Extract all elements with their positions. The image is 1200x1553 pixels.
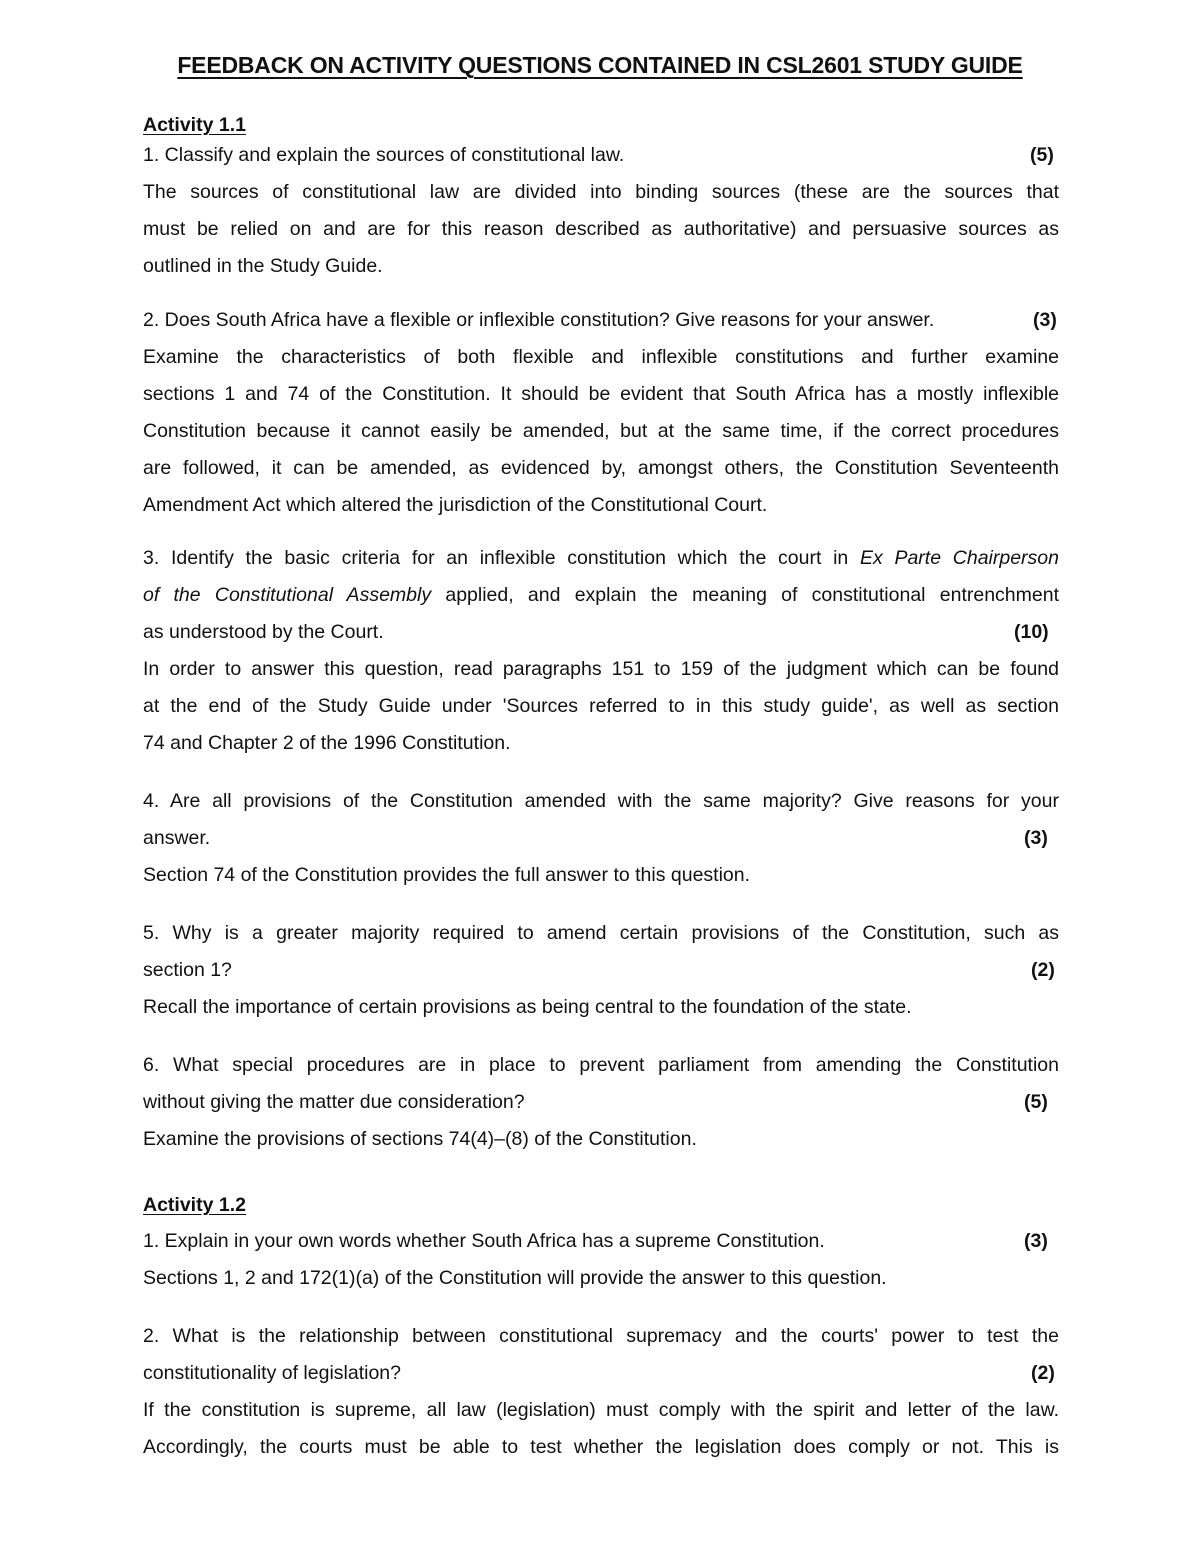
answer-1-1-5: Recall the importance of certain provisions as being central to the foundation of the state. [143, 996, 912, 1018]
answer-1-1-3-line: In order to answer this question, read paragraphs 151 to 159 of the judgment which can be found [143, 658, 1059, 680]
question-1-1-1: 1. Classify and explain the sources of constitutional law. [143, 144, 625, 166]
question-1-1-3-line [143, 583, 1059, 607]
marks-1-1-1: (5) [1030, 144, 1054, 166]
answer-1-2-2-line: Accordingly, the courts must be able to test whether the legislation does comply or not. This is [143, 1436, 1059, 1458]
answer-1-2-1: Sections 1, 2 and 172(1)(a) of the Constitution will provide the answer to this question. [143, 1267, 887, 1289]
marks-1-1-4: (3) [1024, 827, 1048, 849]
answer-1-1-3-line: 74 and Chapter 2 of the 1996 Constitution. [143, 732, 511, 754]
question-1-1-6-line: without giving the matter due consideration? [143, 1091, 525, 1113]
answer-1-1-6: Examine the provisions of sections 74(4)–(8) of the Constitution. [143, 1128, 697, 1150]
answer-1-1-1-line: The sources of constitutional law are divided into binding sources (these are the sources that [143, 181, 1059, 203]
marks-1-2-1: (3) [1024, 1230, 1048, 1252]
question-1-1-3-line: as understood by the Court. [143, 621, 384, 643]
answer-1-1-2-line: sections 1 and 74 of the Constitution. It should be evident that South Africa has a mostly inflexible [143, 383, 1059, 405]
answer-1-1-4: Section 74 of the Constitution provides the full answer to this question. [143, 864, 751, 886]
answer-1-1-1-line: outlined in the Study Guide. [143, 255, 383, 277]
activity-1-1-heading: Activity 1.1 [143, 114, 246, 136]
marks-1-1-6: (5) [1024, 1091, 1048, 1113]
question-1-1-3-line [143, 546, 1059, 570]
marks-1-1-3: (10) [1014, 621, 1049, 643]
document-title: FEEDBACK ON ACTIVITY QUESTIONS CONTAINED IN CSL2601 STUDY GUIDE [177, 52, 1023, 78]
question-1-1-6-line: 6. What special procedures are in place to prevent parliament from amending the Constitution [143, 1054, 1059, 1076]
question-1-2-2-line: constitutionality of legislation? [143, 1362, 401, 1384]
marks-1-2-2: (2) [1031, 1362, 1055, 1384]
question-1-2-2-line: 2. What is the relationship between constitutional supremacy and the courts' power to test the [143, 1325, 1059, 1347]
question-1-1-4-line: answer. [143, 827, 211, 849]
question-1-1-4-line: 4. Are all provisions of the Constitution amended with the same majority? Give reasons for your [143, 790, 1059, 812]
case-name-part: Ex Parte Chairperson [859, 547, 1059, 569]
question-1-1-5-line: 5. Why is a greater majority required to amend certain provisions of the Constitution, such as [143, 922, 1059, 944]
question-1-1-5-line: section 1? [143, 959, 232, 981]
answer-1-1-2-line: Examine the characteristics of both flexible and inflexible constitutions and further examine [143, 346, 1059, 368]
question-1-1-3-text: applied, and explain the meaning of constitutional entrenchment [431, 584, 1059, 606]
answer-1-1-2-line: are followed, it can be amended, as evidenced by, amongst others, the Constitution Seventeenth [143, 457, 1059, 479]
question-1-2-1: 1. Explain in your own words whether South Africa has a supreme Constitution. [143, 1230, 825, 1252]
answer-1-1-3-line: at the end of the Study Guide under 'Sources referred to in this study guide', as well as section [143, 695, 1059, 717]
marks-1-1-2: (3) [1033, 309, 1057, 331]
answer-1-1-1-line: must be relied on and are for this reason described as authoritative) and persuasive sources as [143, 218, 1059, 240]
marks-1-1-5: (2) [1031, 959, 1055, 981]
answer-1-1-2-line: Amendment Act which altered the jurisdiction of the Constitutional Court. [143, 494, 768, 516]
case-name-part: of the Constitutional Assembly [143, 584, 432, 606]
answer-1-1-2-line: Constitution because it cannot easily be amended, but at the same time, if the correct procedures [143, 420, 1059, 442]
question-1-1-2: 2. Does South Africa have a flexible or inflexible constitution? Give reasons for your answer. [143, 309, 935, 331]
activity-1-2-heading: Activity 1.2 [143, 1194, 246, 1216]
answer-1-2-2-line: If the constitution is supreme, all law (legislation) must comply with the spirit and letter of the law. [143, 1399, 1059, 1421]
question-1-1-3-text: 3. Identify the basic criteria for an inflexible constitution which the court in [143, 547, 860, 569]
